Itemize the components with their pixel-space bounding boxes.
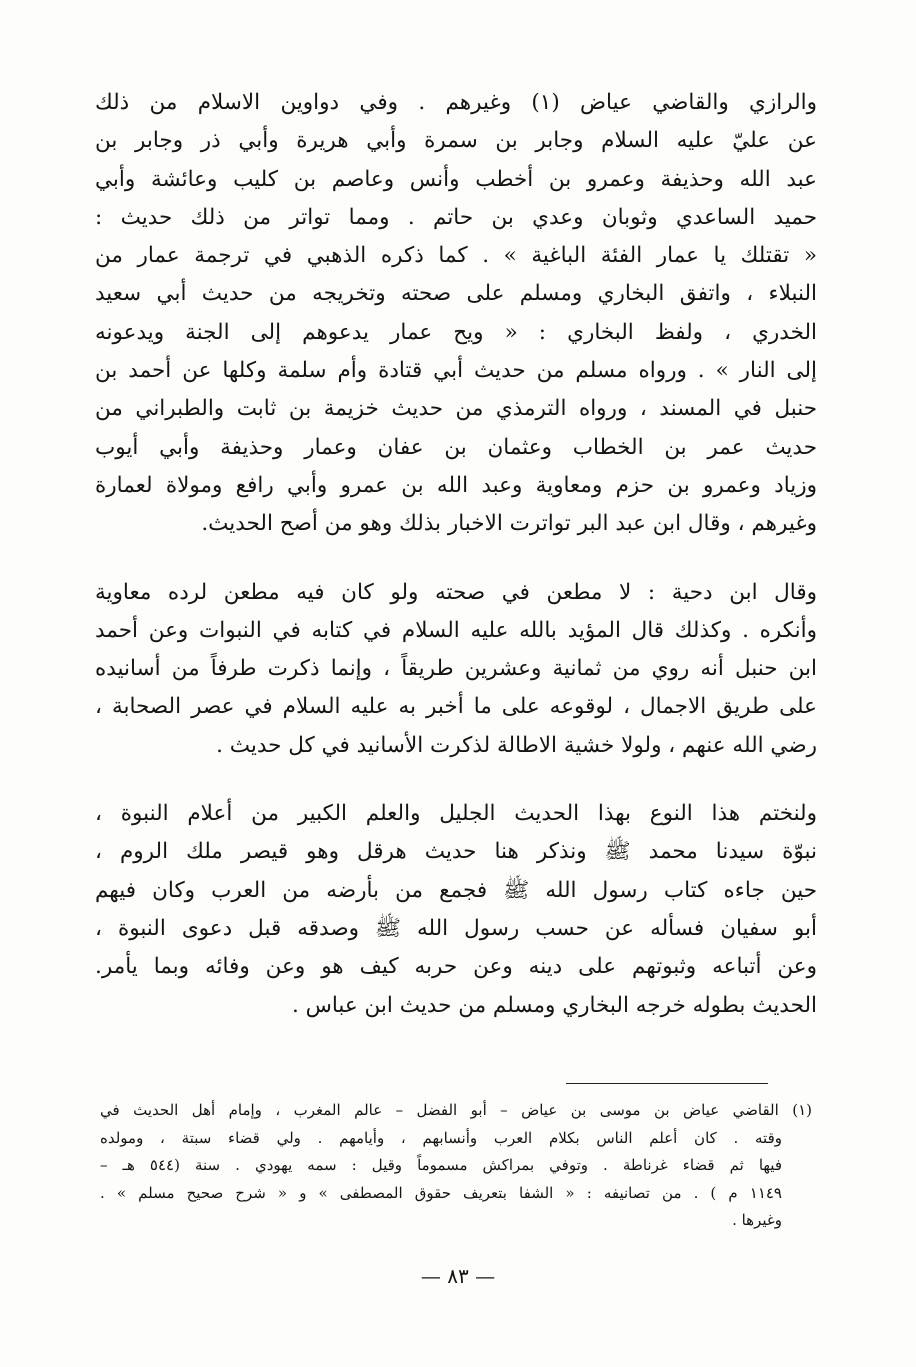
text-line: الحديث بطوله خرجه البخاري ومسلم من حديث ابن عباس . <box>291 992 817 1018</box>
text-line: والرازي والقاضي عياض (١) وغيرهم . وفي دواوين الاسلام من ذلك <box>95 90 817 115</box>
paragraph-1 <box>95 84 817 544</box>
footnote-line: وقته . كان أعلم الناس بكلام العرب وأنسابهم ، وأيامهم . ولي قضاء سبتة ، ومولده <box>100 1128 782 1147</box>
text-line: « تقتلك يا عمار الفئة الباغية » . كما ذكره الذهبي في ترجمة عمار من <box>95 243 817 269</box>
text-line: رضي الله عنهم ، ولولا خشية الاطالة لذكرت الأسانيد في كل حديث . <box>216 732 817 758</box>
text-line: نبوّة سيدنا محمد ﷺ ونذكر هنا حديث هرقل وهو قيصر ملك الروم ، <box>95 839 817 865</box>
paragraph-3 <box>95 795 817 1025</box>
footnote-line: فيها ثم قضاء غرناطة . وتوفي بمراكش مسموماً وقيل : سمه يهودي . سنة (٥٤٤ هـ – <box>100 1156 782 1174</box>
text-line: حميد الساعدي وثوبان وعدي بن حاتم . ومما تواتر من ذلك حديث : <box>95 204 817 230</box>
text-line: ابن حنبل أنه روي من ثمانية وعشرين طريقاً ، وإنما ذكرت طرفاً من أسانيده <box>95 656 817 682</box>
footnote-line: وغيرها . <box>732 1211 782 1229</box>
text-line: وقال ابن دحية : لا مطعن في صحته ولو كان فيه مطعن لرده معاوية <box>95 579 817 605</box>
footnote-separator <box>566 1083 768 1084</box>
text-line: وأنكره . وكذلك قال المؤيد بالله عليه السلام في كتابه في النبوات وعن أحمد <box>95 617 817 643</box>
text-line: عن عليّ عليه السلام وجابر بن سمرة وأبي هريرة وأبي ذر وجابر بن <box>95 128 817 154</box>
text-line: وغيرهم ، وقال ابن عبد البر تواترت الاخبار بذلك وهو من أصح الحديث. <box>201 511 817 537</box>
text-line: الخدري ، ولفظ البخاري : « ويح عمار يدعوهم إلى الجنة ويدعونه <box>95 319 817 345</box>
text-line: وعن أتباعه وثبوتهم على دينه وعن حربه كيف هو وعن وفائه وبما يأمر. <box>95 954 817 980</box>
text-line: حنبل في المسند ، ورواه الترمذي من حديث خزيمة بن ثابت والطبراني من <box>95 396 817 422</box>
text-line: عبد الله وحذيفة وعمرو بن أخطب وأنس وعاصم بن كليب وعائشة وأبي <box>95 166 817 192</box>
footnote <box>100 1097 812 1235</box>
paragraph-2 <box>95 574 817 765</box>
text-line: وزياد وعمرو بن حزم ومعاوية وعبد الله بن عمرو وأبي رافع ومولاة لعمارة <box>95 472 817 498</box>
page-number: — ٨٣ — <box>420 1264 496 1288</box>
footnote-line: (١) القاضي عياض بن موسى بن عياض – أبو الفضل – عالم المغرب ، وإمام أهل الحديث في <box>100 1101 812 1119</box>
main-text <box>95 84 817 1025</box>
text-line: إلى النار » . ورواه مسلم من حديث أبي قتادة وأم سلمة وكلها عن أحمد بن <box>95 358 817 384</box>
text-line: حديث عمر بن الخطاب وعثمان بن عفان وعمار وحذيفة وأبي أيوب <box>95 434 817 460</box>
text-line: حين جاءه كتاب رسول الله ﷺ فجمع من بأرضه من العرب وكان فيهم <box>95 877 817 903</box>
text-line: على طريق الاجمال ، لوقوعه على ما أخبر به عليه السلام في عصر الصحابة ، <box>95 694 817 720</box>
text-line: أبو سفيان فسأله عن حسب رسول الله ﷺ وصدقه قبل دعوى النبوة ، <box>95 915 817 941</box>
text-line: ولنختم هذا النوع بهذا الحديث الجليل والعلم الكبير من أعلام النبوة ، <box>95 801 817 827</box>
footnote-line: ١١٤٩ م ) . من تصانيفه : « الشفا بتعريف حقوق المصطفى » و « شرح صحيح مسلم » . <box>100 1183 782 1202</box>
text-line: النبلاء ، واتفق البخاري ومسلم على صحته وتخريجه من حديث أبي سعيد <box>95 281 817 307</box>
